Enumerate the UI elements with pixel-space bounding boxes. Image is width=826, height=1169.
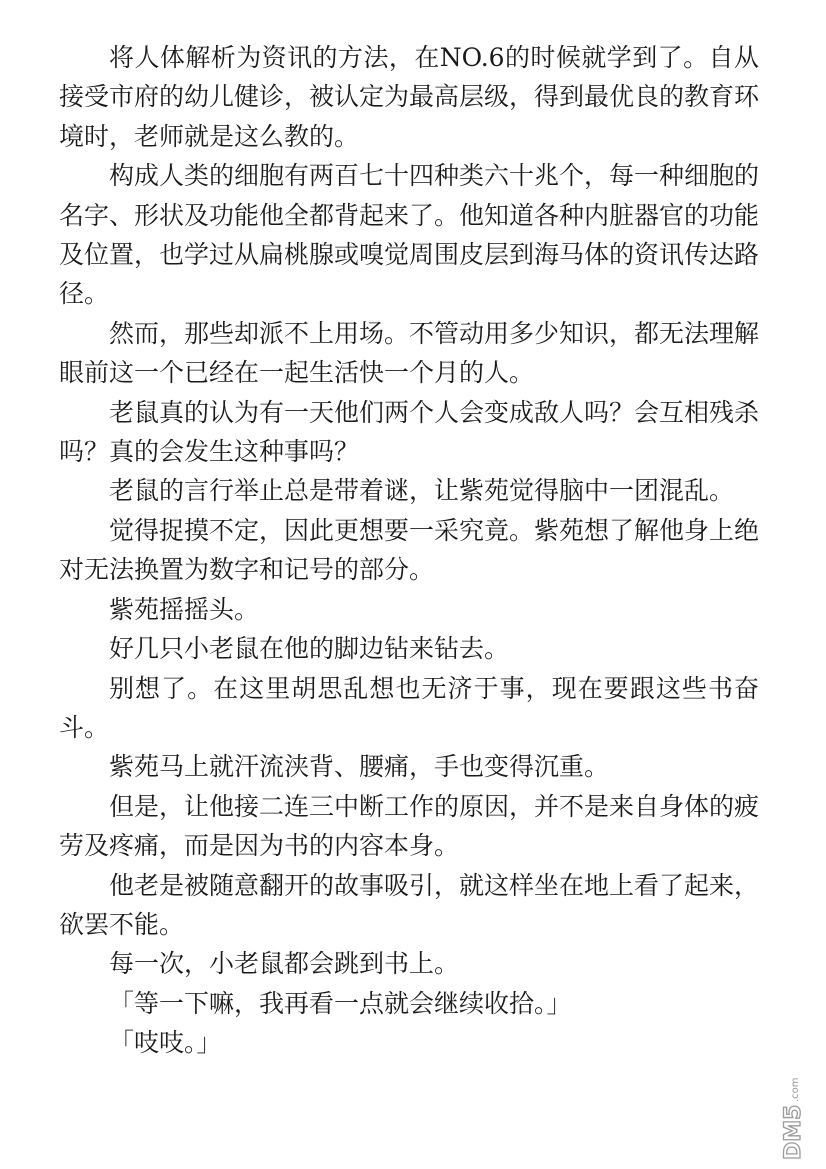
paragraph-2: 构成人类的细胞有两百七十四种类六十兆个，每一种细胞的名字、形状及功能他全都背起来了。他知道各种内脏器官的功能及位置，也学过从扁桃腺或嗅觉周围皮层到海马体的资讯传达路径。: [59, 161, 760, 309]
paragraph-14: 「等一下嘛，我再看一点就会继续收拾。」: [109, 988, 572, 1018]
paragraph-11: 但是，让他接二连三中断工作的原因，并不是来自身体的疲劳及疼痛，而是因为书的内容本身。: [59, 791, 760, 861]
dm5-watermark-logo: [772, 1058, 812, 1163]
paragraph-13: 每一次，小老鼠都会跳到书上。: [109, 949, 460, 979]
watermark-main-text: DM5: [781, 1104, 806, 1160]
paragraph-12: 他老是被随意翻开的故事吸引，就这样坐在地上看了起来，欲罢不能。: [59, 870, 760, 939]
paragraph-5: 老鼠的言行举止总是带着谜，让紫苑觉得脑中一团混乱。: [109, 476, 735, 506]
document-page: [59, 38, 759, 1063]
paragraph-15: 「吱吱。」: [109, 1028, 222, 1058]
paragraph-1: 将人体解析为资讯的方法，在NO.6的时候就学到了。自从接受市府的幼儿健诊，被认定为最高层级，得到最优良的教育环境时，老师就是这么教的。: [59, 43, 760, 151]
watermark-sub-text: .com: [790, 1077, 801, 1102]
paragraph-7: 紫苑摇摇头。: [109, 594, 260, 624]
paragraph-4: 老鼠真的认为有一天他们两个人会变成敌人吗？会互相残杀吗？真的会发生这种事吗？: [59, 397, 760, 467]
paragraph-8: 好几只小老鼠在他的脚边钻来钻去。: [109, 634, 510, 664]
paragraph-3: 然而，那些却派不上用场。不管动用多少知识，都无法理解眼前这一个已经在一起生活快一个月的人。: [59, 318, 760, 388]
paragraph-10: 紫苑马上就汗流浃背、腰痛，手也变得沉重。: [109, 752, 610, 782]
paragraph-6: 觉得捉摸不定，因此更想要一采究竟。紫苑想了解他身上绝对无法换置为数字和记号的部分。: [59, 515, 760, 585]
paragraph-9: 别想了。在这里胡思乱想也无济于事，现在要跟这些书奋斗。: [59, 673, 759, 742]
